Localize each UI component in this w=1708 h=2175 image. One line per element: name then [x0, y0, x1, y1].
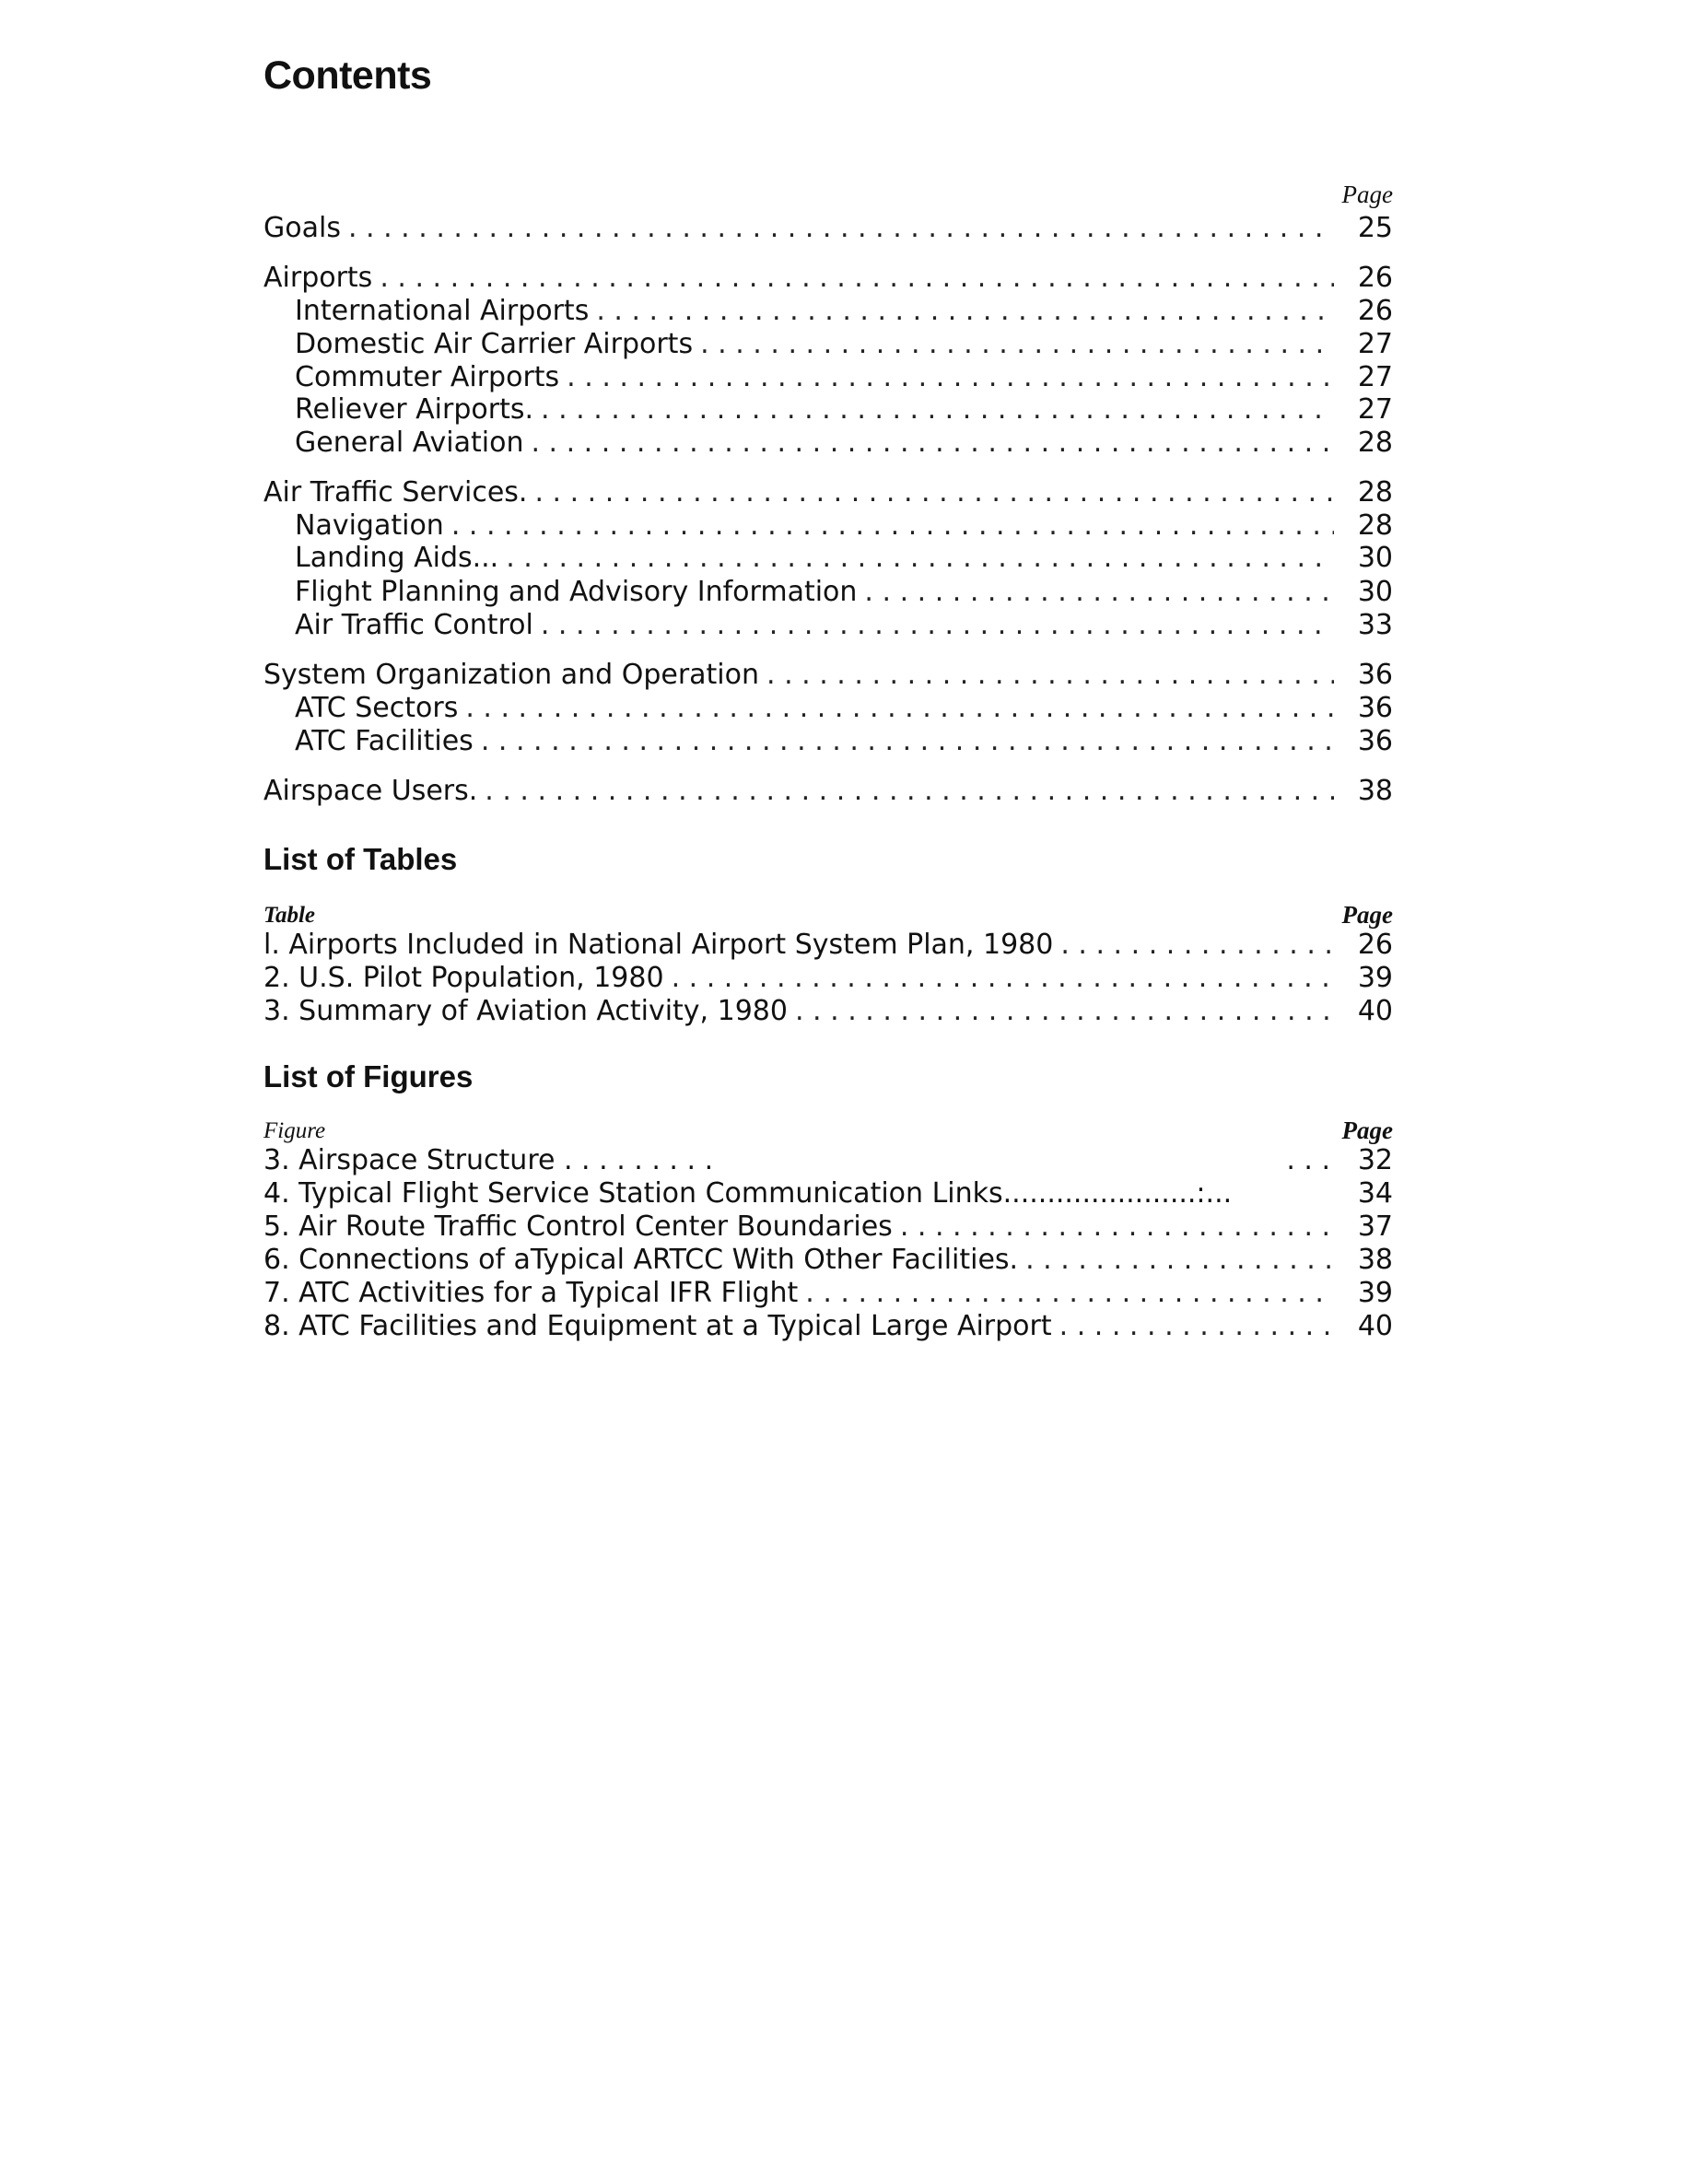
figure-entry-label: 5. Air Route Traffic Control Center Boundaries: [263, 1210, 893, 1243]
toc-entry-atc-sectors[interactable]: [263, 692, 1393, 725]
toc-entry-landing-aids[interactable]: [263, 542, 1393, 575]
toc-entry-label: Airspace Users.: [263, 775, 478, 807]
toc-entry-atc-facilities[interactable]: [263, 725, 1393, 758]
section-heading-tables: List of Tables: [263, 842, 458, 876]
figure-entry-page: 39: [1357, 1277, 1393, 1309]
toc-entry-general-aviation[interactable]: [263, 427, 1393, 460]
page-column-header: Page: [1341, 901, 1393, 929]
dot-leader: [451, 509, 1334, 543]
table-entry-page: 40: [1357, 995, 1393, 1027]
dot-leader: . . .: [1286, 1144, 1330, 1176]
table-entry-page: 39: [1357, 962, 1393, 994]
dot-leader: [795, 995, 1334, 1028]
toc-entry-label: Air Traffic Control: [295, 609, 533, 641]
toc-entry-label: Domestic Air Carrier Airports: [295, 328, 694, 360]
toc-entry-page: 33: [1357, 609, 1393, 641]
dot-leader: [481, 725, 1334, 758]
toc-entry-page: 38: [1357, 775, 1393, 807]
figure-entry-page: 40: [1357, 1310, 1393, 1342]
table-entry-label: 3. Summary of Aviation Activity, 1980: [263, 995, 788, 1027]
table-column-header: Table: [263, 903, 316, 928]
figure-entry-page: 34: [1357, 1177, 1393, 1210]
toc-entry-international-airports[interactable]: [263, 295, 1393, 328]
toc-entry-page: 27: [1357, 393, 1393, 426]
toc-entry-label: Landing Aids...: [295, 542, 499, 574]
dot-leader: [348, 212, 1334, 245]
toc-entry-page: 28: [1357, 509, 1393, 542]
figure-entry-label: 4. Typical Flight Service Station Communication Links......................:...: [263, 1177, 1233, 1210]
toc-entry-page: 36: [1357, 692, 1393, 724]
toc-entry-page: 26: [1357, 295, 1393, 327]
toc-entry-commuter-airports[interactable]: [263, 361, 1393, 394]
toc-entry-page: 27: [1357, 328, 1393, 360]
table-entry-1[interactable]: [263, 929, 1393, 962]
dot-leader: [672, 962, 1334, 995]
toc-entry-air-traffic-control[interactable]: [263, 609, 1393, 642]
toc-entry-air-traffic-services[interactable]: [263, 476, 1393, 509]
table-entry-3[interactable]: [263, 995, 1393, 1028]
dot-leader: [900, 1210, 1334, 1244]
dot-leader: [465, 692, 1334, 725]
toc-entry-label: General Aviation: [295, 427, 524, 459]
toc-entry-label: Navigation: [295, 509, 444, 542]
list-of-tables: [263, 842, 1393, 1035]
page-column-header: Page: [1341, 1117, 1393, 1144]
figure-column-header: Figure: [263, 1118, 326, 1143]
figure-entry-page: 32: [1357, 1144, 1393, 1176]
toc-entry-page: 36: [1357, 659, 1393, 691]
figure-entry-label: 7. ATC Activities for a Typical IFR Flight: [263, 1277, 799, 1309]
dot-leader: [1059, 1310, 1334, 1343]
figure-entry-8[interactable]: [263, 1310, 1393, 1343]
toc-entry-label: Flight Planning and Advisory Information: [295, 576, 858, 608]
contents-list: [263, 181, 1393, 825]
dot-leader: [596, 295, 1334, 328]
figure-entry-page: 37: [1357, 1210, 1393, 1243]
toc-entry-page: 27: [1357, 361, 1393, 393]
toc-entry-page: 28: [1357, 476, 1393, 509]
figure-entry-label: 8. ATC Facilities and Equipment at a Typical Large Airport: [263, 1310, 1052, 1342]
dot-leader: [567, 361, 1334, 394]
toc-entry-reliever-airports[interactable]: [263, 393, 1393, 427]
toc-entry-goals[interactable]: [263, 212, 1393, 245]
table-entry-2[interactable]: [263, 962, 1393, 995]
toc-entry-label: Commuter Airports: [295, 361, 560, 393]
figure-entry-7[interactable]: [263, 1277, 1393, 1310]
toc-entry-label: System Organization and Operation: [263, 659, 760, 691]
figure-entry-4[interactable]: [263, 1177, 1393, 1210]
dot-leader: [700, 328, 1334, 361]
table-entry-label: l. Airports Included in National Airport System Plan, 1980: [263, 929, 1054, 961]
dot-leader: [534, 476, 1334, 509]
dot-leader: [531, 427, 1334, 460]
toc-entry-label: ATC Sectors: [295, 692, 459, 724]
dot-leader: [541, 609, 1334, 642]
toc-entry-airports[interactable]: [263, 262, 1393, 295]
toc-entry-label: International Airports: [295, 295, 590, 327]
page-title: Contents: [263, 53, 432, 98]
toc-entry-domestic-air-carrier-airports[interactable]: [263, 328, 1393, 361]
toc-entry-page: 26: [1357, 262, 1393, 294]
toc-entry-label: Air Traffic Services.: [263, 476, 528, 509]
dot-leader: [805, 1277, 1334, 1310]
figure-entry-label: 3. Airspace Structure . . . . . . . . .: [263, 1144, 714, 1176]
dot-leader: [485, 775, 1334, 808]
dot-leader: [1025, 1244, 1334, 1277]
toc-entry-airspace-users[interactable]: [263, 775, 1393, 808]
toc-entry-page: 36: [1357, 725, 1393, 757]
toc-entry-label: ATC Facilities: [295, 725, 474, 757]
toc-entry-label: Goals: [263, 212, 341, 244]
toc-entry-system-organization[interactable]: [263, 659, 1393, 692]
toc-entry-page: 30: [1357, 576, 1393, 608]
toc-entry-page: 30: [1357, 542, 1393, 574]
toc-entry-label: Reliever Airports.: [295, 393, 534, 426]
figure-entry-page: 38: [1357, 1244, 1393, 1276]
figure-entry-5[interactable]: [263, 1210, 1393, 1244]
dot-leader: [506, 542, 1334, 575]
table-entry-label: 2. U.S. Pilot Population, 1980: [263, 962, 664, 994]
dot-leader: [864, 576, 1334, 609]
page-column-header: Page: [1341, 181, 1393, 208]
table-entry-page: 26: [1357, 929, 1393, 961]
figure-entry-6[interactable]: [263, 1244, 1393, 1277]
dot-leader: [541, 393, 1334, 427]
list-of-figures: [263, 1059, 1393, 1345]
toc-entry-page: 28: [1357, 427, 1393, 459]
figure-entry-label: 6. Connections of aTypical ARTCC With Other Facilities.: [263, 1244, 1019, 1276]
section-heading-figures: List of Figures: [263, 1059, 474, 1093]
toc-entry-label: Airports: [263, 262, 373, 294]
figure-entry-3[interactable]: [263, 1144, 1393, 1177]
toc-entry-flight-planning[interactable]: [263, 576, 1393, 609]
dot-leader: [766, 659, 1334, 692]
dot-leader: [380, 262, 1334, 295]
dot-leader: [1060, 929, 1334, 962]
toc-entry-page: 25: [1357, 212, 1393, 244]
toc-entry-navigation[interactable]: [263, 509, 1393, 543]
